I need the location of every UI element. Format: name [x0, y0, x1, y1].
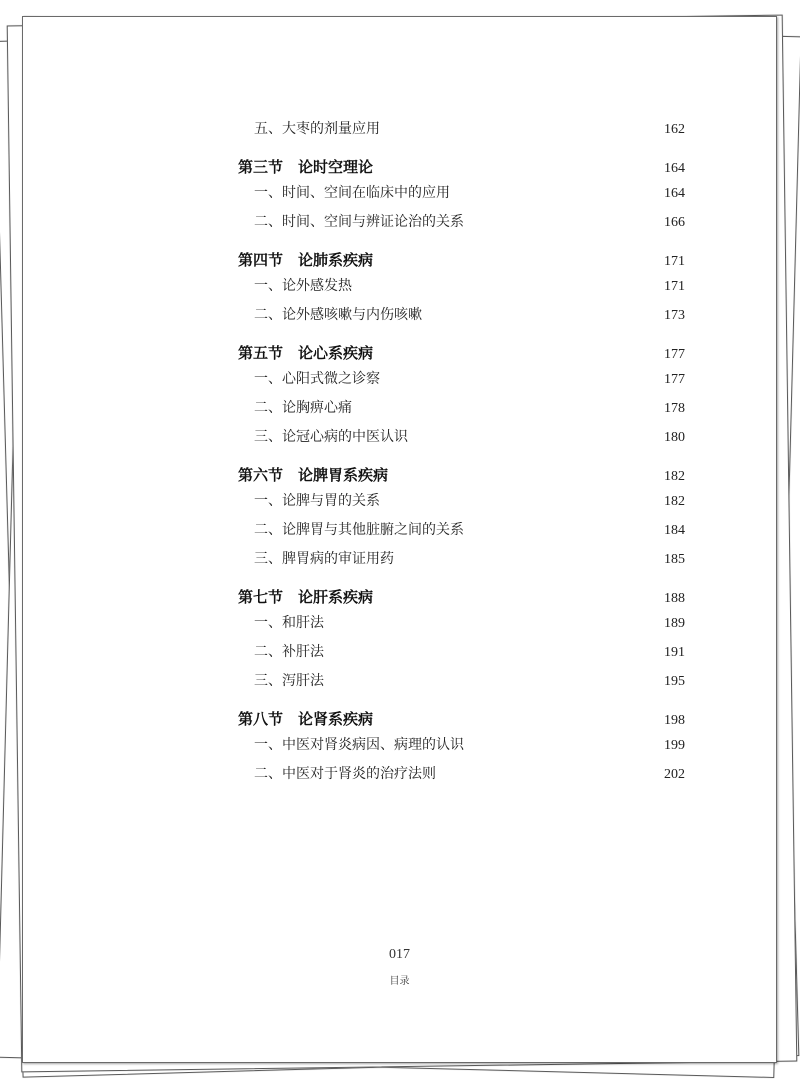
toc-entry-title: 一、和肝法	[254, 615, 324, 631]
toc-entry	[238, 763, 685, 783]
toc-entry	[238, 490, 685, 510]
toc-entry-page: 185	[664, 552, 685, 567]
toc-entry-title: 一、心阳式微之诊察	[254, 371, 380, 387]
toc-entry-page: 166	[664, 215, 685, 230]
toc-entry	[238, 304, 685, 324]
toc-section-entry	[238, 464, 685, 485]
toc-entry	[238, 426, 685, 446]
toc-entry-page: 164	[664, 186, 685, 201]
toc-entry-page: 180	[664, 430, 685, 445]
toc-entry	[238, 519, 685, 539]
toc-entry	[238, 182, 685, 202]
toc-entry-page: 177	[664, 347, 685, 362]
toc-entry-page: 177	[664, 372, 685, 387]
toc-entry	[238, 548, 685, 568]
toc-entry	[238, 368, 685, 388]
toc-entry-title: 第六节 论脾胃系疾病	[238, 466, 389, 484]
toc-entry-page: 188	[664, 591, 685, 606]
toc-entry	[238, 118, 685, 138]
toc-entry-title: 一、中医对肾炎病因、病理的认识	[254, 737, 464, 753]
toc-entry-title: 第八节 论肾系疾病	[238, 710, 374, 728]
toc-entry-page: 199	[664, 738, 685, 753]
toc-entry	[238, 397, 685, 417]
toc-entry-page: 202	[664, 767, 685, 782]
toc-entry-page: 184	[664, 523, 685, 538]
page-number: 017	[389, 947, 410, 962]
toc-entry-title: 一、论脾与胃的关系	[254, 493, 380, 509]
toc-entry-title: 一、论外感发热	[254, 278, 352, 294]
toc-entry-title: 一、时间、空间在临床中的应用	[254, 185, 450, 201]
toc-entry-title: 三、脾胃病的审证用药	[254, 551, 394, 567]
toc-entry	[238, 670, 685, 690]
toc-entry-page: 182	[664, 469, 685, 484]
toc-entry-page: 164	[664, 161, 685, 176]
toc-entry-page: 171	[664, 254, 685, 269]
toc-entry-page: 198	[664, 713, 685, 728]
toc-entry-title: 二、中医对于肾炎的治疗法则	[254, 766, 436, 782]
toc-entry-page: 189	[664, 616, 685, 631]
toc-entry-page: 171	[664, 279, 685, 294]
toc-entry-title: 第三节 论时空理论	[238, 158, 374, 176]
toc-section-entry	[238, 156, 685, 177]
toc-entry-title: 第七节 论肝系疾病	[238, 588, 374, 606]
toc-entry	[238, 641, 685, 661]
toc-entry-title: 五、大枣的剂量应用	[254, 121, 380, 137]
toc-entry-title: 二、论外感咳嗽与内伤咳嗽	[254, 307, 422, 323]
toc-entry	[238, 734, 685, 754]
toc-entry	[238, 275, 685, 295]
toc-entry-title: 三、论冠心病的中医认识	[254, 429, 408, 445]
toc-entry-title: 第四节 论肺系疾病	[238, 251, 374, 269]
toc-entry-title: 三、泻肝法	[254, 673, 324, 689]
toc-entry-title: 二、时间、空间与辨证论治的关系	[254, 214, 464, 230]
toc-page	[22, 16, 777, 1063]
toc-entry-page: 191	[664, 645, 685, 660]
toc-section-entry	[238, 249, 685, 270]
toc-entry-title: 第五节 论心系疾病	[238, 344, 374, 362]
toc-entry-page: 173	[664, 308, 685, 323]
toc-section-entry	[238, 708, 685, 729]
toc-entry-page: 162	[664, 122, 685, 137]
toc-entry	[238, 211, 685, 231]
page-footer-label: 目录	[389, 976, 410, 987]
toc-entry-title: 二、论胸痹心痛	[254, 400, 352, 416]
toc-entry-title: 二、论脾胃与其他脏腑之间的关系	[254, 522, 464, 538]
toc-entry-title: 二、补肝法	[254, 644, 324, 660]
toc-entry-page: 182	[664, 494, 685, 509]
toc-entry	[238, 612, 685, 632]
toc-entry-page: 195	[664, 674, 685, 689]
toc-section-entry	[238, 342, 685, 363]
toc-section-entry	[238, 586, 685, 607]
toc-entry-page: 178	[664, 401, 685, 416]
